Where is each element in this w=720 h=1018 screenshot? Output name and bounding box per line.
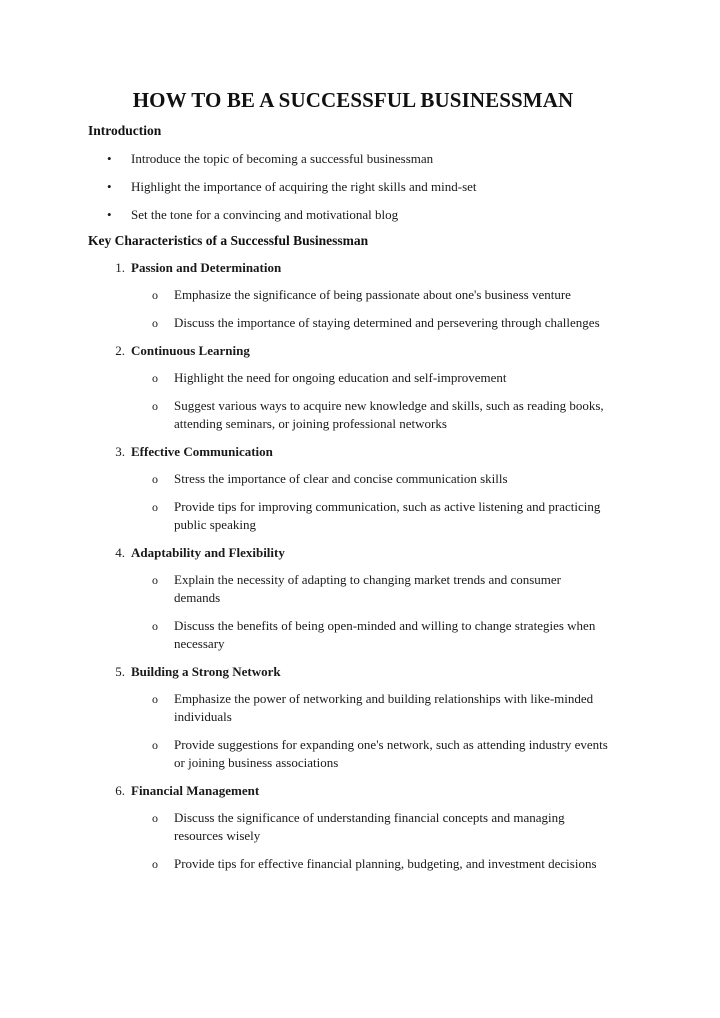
sub-item <box>88 617 610 653</box>
characteristic-item <box>88 342 610 433</box>
sub-item <box>88 855 610 873</box>
sub-item-text: Discuss the importance of staying determined and persevering through challenges <box>174 315 600 330</box>
characteristic-item <box>88 663 610 772</box>
sub-bullet-icon: o <box>152 500 158 514</box>
item-title: Continuous Learning <box>131 343 250 358</box>
sub-item-text: Provide tips for effective financial planning, budgeting, and investment decisions <box>174 856 597 871</box>
characteristic-item <box>88 782 610 873</box>
key-characteristics-heading: Key Characteristics of a Successful Businessman <box>88 233 369 248</box>
item-number: 4. <box>115 545 125 560</box>
introduction-list <box>88 150 610 223</box>
bullet-icon: • <box>107 179 112 194</box>
item-title: Effective Communication <box>131 444 273 459</box>
sub-item <box>88 736 610 772</box>
sub-item <box>88 498 610 534</box>
characteristics-list <box>88 259 610 873</box>
sub-item-text: Discuss the significance of understanding financial concepts and managing resources wisely <box>174 810 565 843</box>
sub-bullet-icon: o <box>152 288 158 302</box>
bullet-icon: • <box>107 151 112 166</box>
list-item <box>88 150 610 167</box>
item-number: 6. <box>115 783 125 798</box>
sub-bullet-icon: o <box>152 573 158 587</box>
sub-item <box>88 809 610 845</box>
sub-item-text: Suggest various ways to acquire new knowledge and skills, such as reading books, attending seminars, or joining professional networks <box>174 398 604 431</box>
bullet-icon: • <box>107 207 112 222</box>
item-number: 2. <box>115 343 125 358</box>
sub-item <box>88 286 610 304</box>
characteristic-item <box>88 544 610 653</box>
sub-bullet-icon: o <box>152 399 158 413</box>
sub-item <box>88 314 610 332</box>
sub-bullet-icon: o <box>152 738 158 752</box>
sub-item-text: Discuss the benefits of being open-minded and willing to change strategies when necessary <box>174 618 596 651</box>
introduction-heading: Introduction <box>88 123 162 138</box>
sub-item-text: Provide suggestions for expanding one's network, such as attending industry events or joining business associations <box>174 737 608 770</box>
item-title: Adaptability and Flexibility <box>131 545 285 560</box>
sub-item <box>88 690 610 726</box>
sub-bullet-icon: o <box>152 472 158 486</box>
sub-item <box>88 369 610 387</box>
characteristic-item <box>88 259 610 332</box>
sub-bullet-icon: o <box>152 619 158 633</box>
document-title: HOW TO BE A SUCCESSFUL BUSINESSMAN <box>132 88 574 112</box>
sub-item-text: Stress the importance of clear and concise communication skills <box>174 471 508 486</box>
sub-bullet-icon: o <box>152 692 158 706</box>
sub-item <box>88 470 610 488</box>
item-title: Building a Strong Network <box>131 664 281 679</box>
list-item-text: Set the tone for a convincing and motivational blog <box>131 207 399 222</box>
sub-bullet-icon: o <box>152 857 158 871</box>
sub-item-text: Emphasize the power of networking and building relationships with like-minded individuals <box>174 691 594 724</box>
sub-bullet-icon: o <box>152 811 158 825</box>
list-item-text: Highlight the importance of acquiring the right skills and mind-set <box>131 179 477 194</box>
sub-bullet-icon: o <box>152 316 158 330</box>
item-number: 5. <box>115 664 125 679</box>
sub-item-text: Highlight the need for ongoing education and self-improvement <box>174 370 507 385</box>
item-title: Financial Management <box>131 783 260 798</box>
sub-bullet-icon: o <box>152 371 158 385</box>
list-item <box>88 206 610 223</box>
sub-item <box>88 397 610 433</box>
item-number: 1. <box>115 260 125 275</box>
characteristic-item <box>88 443 610 534</box>
sub-item-text: Provide tips for improving communication, such as active listening and practicing public speaking <box>174 499 601 532</box>
sub-item-text: Explain the necessity of adapting to changing market trends and consumer demands <box>174 572 561 605</box>
item-title: Passion and Determination <box>131 260 282 275</box>
item-number: 3. <box>115 444 125 459</box>
list-item-text: Introduce the topic of becoming a successful businessman <box>131 151 434 166</box>
sub-item-text: Emphasize the significance of being passionate about one's business venture <box>174 287 571 302</box>
list-item <box>88 178 610 195</box>
sub-item <box>88 571 610 607</box>
